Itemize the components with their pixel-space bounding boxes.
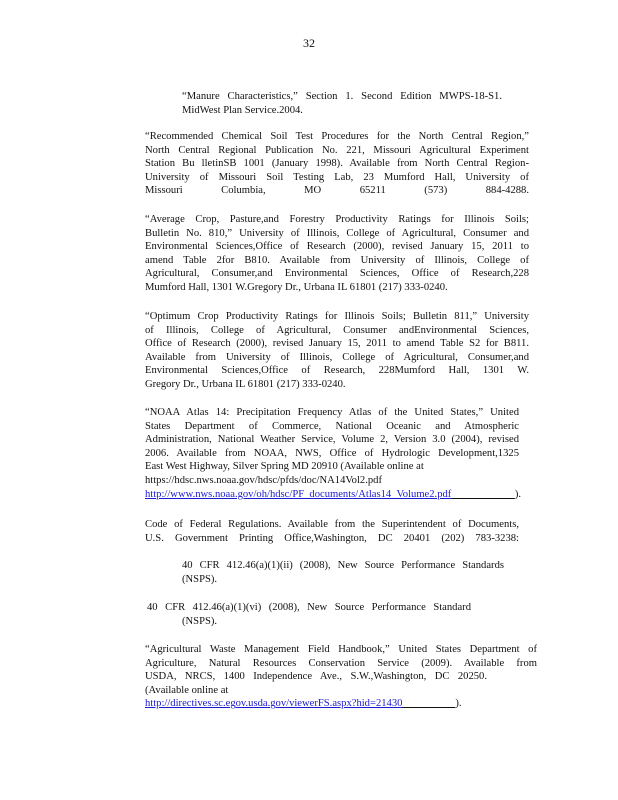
ref-line: amend Table 2for B810. Available from University of Illinois, College of bbox=[145, 254, 529, 266]
ref-line: (NSPS). bbox=[182, 573, 218, 585]
ref-line: of Illinois, College of Agricultural, Consumer andEnvironmental Sciences, bbox=[145, 324, 529, 336]
usda-handbook-link[interactable]: http://directives.sc.egov.usda.gov/viewerFS.aspx?hid=21430 bbox=[145, 698, 403, 710]
ref-line: East West Highway, Silver Spring MD 20910 (Available online at bbox=[145, 461, 424, 473]
ref-line: USDA, NRCS, 1400 Independence Ave., S.W.,Washington, DC 20250. bbox=[145, 671, 487, 683]
ref-line: Bulletin No. 810,” University of Illinois, College of Agricultural, Consumer and bbox=[145, 227, 529, 239]
link-trailing-space bbox=[451, 489, 515, 500]
ref-line: MidWest Plan Service.2004. bbox=[182, 104, 303, 116]
ref-line: Code of Federal Regulations. Available from the Superintendent of Documents, bbox=[145, 519, 519, 530]
sub-item-cfr-vi bbox=[147, 601, 471, 628]
link-trailing-space bbox=[402, 698, 455, 709]
ref-line: Environmental Sciences,Office of Research (2000), revised January 15, 2011 to bbox=[145, 241, 529, 253]
ref-line bbox=[145, 697, 537, 711]
ref-line: Agricultural, Consumer,and Environmental Sciences, Office of Research,228 bbox=[145, 268, 529, 280]
reference-soil-test-procedures bbox=[145, 130, 529, 198]
reference-optimum-crop-811 bbox=[145, 310, 529, 392]
ref-line: Available from University of Illinois, College of Agricultural, Consumer,and bbox=[145, 351, 529, 363]
ref-line: (NSPS). bbox=[182, 615, 218, 627]
ref-line: “Manure Characteristics,” Section 1. Second Edition MWPS-18-S1. bbox=[182, 91, 502, 102]
sub-item-cfr-ii bbox=[182, 559, 504, 586]
noaa-atlas-link[interactable]: http://www.nws.noaa.gov/oh/hdsc/PF_documents/Atlas14_Volume2.pdf bbox=[145, 488, 452, 500]
ref-line: 40 CFR 412.46(a)(1)(vi) (2008), New Source Performance Standard bbox=[147, 602, 471, 613]
ref-line: 2006. Available from NOAA, NWS, Office of Hydrologic Development,1325 bbox=[145, 447, 519, 459]
ref-line: University of Missouri Soil Testing Lab, 23 Mumford Hall, University of bbox=[145, 171, 529, 183]
ref-line: https://hdsc.nws.noaa.gov/hdsc/pfds/doc/NA14Vol2.pdf bbox=[145, 474, 382, 486]
ref-line: Mumford Hall, 1301 W.Gregory Dr., Urbana IL 61801 (217) 333-0240. bbox=[145, 281, 448, 293]
ref-line: North Central Regional Publication No. 221, Missouri Agricultural Experiment bbox=[145, 144, 529, 156]
link-close-paren: ). bbox=[514, 488, 522, 500]
ref-line: “Agricultural Waste Management Field Handbook,” United States Department of bbox=[145, 644, 537, 655]
reference-noaa-atlas-14 bbox=[145, 406, 522, 501]
ref-line: “Recommended Chemical Soil Test Procedures for the North Central Region,” bbox=[145, 131, 529, 142]
ref-line: “NOAA Atlas 14: Precipitation Frequency Atlas of the United States,” United bbox=[145, 407, 519, 418]
ref-line: Station Bu lletinSB 1001 (January 1998). Available from North Central Region- bbox=[145, 158, 529, 170]
ref-line: Environmental Sciences,Office of Research, 228Mumford Hall, 1301 W. bbox=[145, 365, 529, 377]
ref-line: 40 CFR 412.46(a)(1)(ii) (2008), New Source Performance Standards bbox=[182, 560, 504, 571]
ref-line: “Average Crop, Pasture,and Forestry Productivity Ratings for Illinois Soils; bbox=[145, 214, 529, 225]
ref-line: U.S. Government Printing Office,Washington, DC 20401 (202) 783-3238: bbox=[145, 532, 519, 544]
ref-line: “Optimum Crop Productivity Ratings for Illinois Soils; Bulletin 811,” University bbox=[145, 311, 529, 322]
page-number: 32 bbox=[303, 36, 315, 50]
ref-line: Missouri Columbia, MO 65211 (573) 884-4288. bbox=[145, 185, 529, 197]
link-close-paren: ). bbox=[455, 698, 462, 710]
reference-agricultural-waste-handbook bbox=[145, 643, 537, 711]
reference-productivity-ratings-810 bbox=[145, 213, 529, 295]
ref-line: Agriculture, Natural Resources Conservation Service (2009). Available from bbox=[145, 657, 537, 669]
reference-code-federal-regulations bbox=[145, 518, 519, 545]
ref-line: States Department of Commerce, National Oceanic and Atmospheric bbox=[145, 420, 519, 432]
ref-line bbox=[145, 488, 522, 502]
ref-line: (Available online at bbox=[145, 684, 229, 696]
ref-line: Gregory Dr., Urbana IL 61801 (217) 333-0240. bbox=[145, 378, 346, 390]
ref-line: Office of Research (2000), revised January 15, 2011 to amend Table S2 for B811. bbox=[145, 338, 529, 350]
reference-manure-characteristics bbox=[182, 90, 502, 117]
ref-line: Administration, National Weather Service, Volume 2, Version 3.0 (2004), revised bbox=[145, 434, 519, 446]
